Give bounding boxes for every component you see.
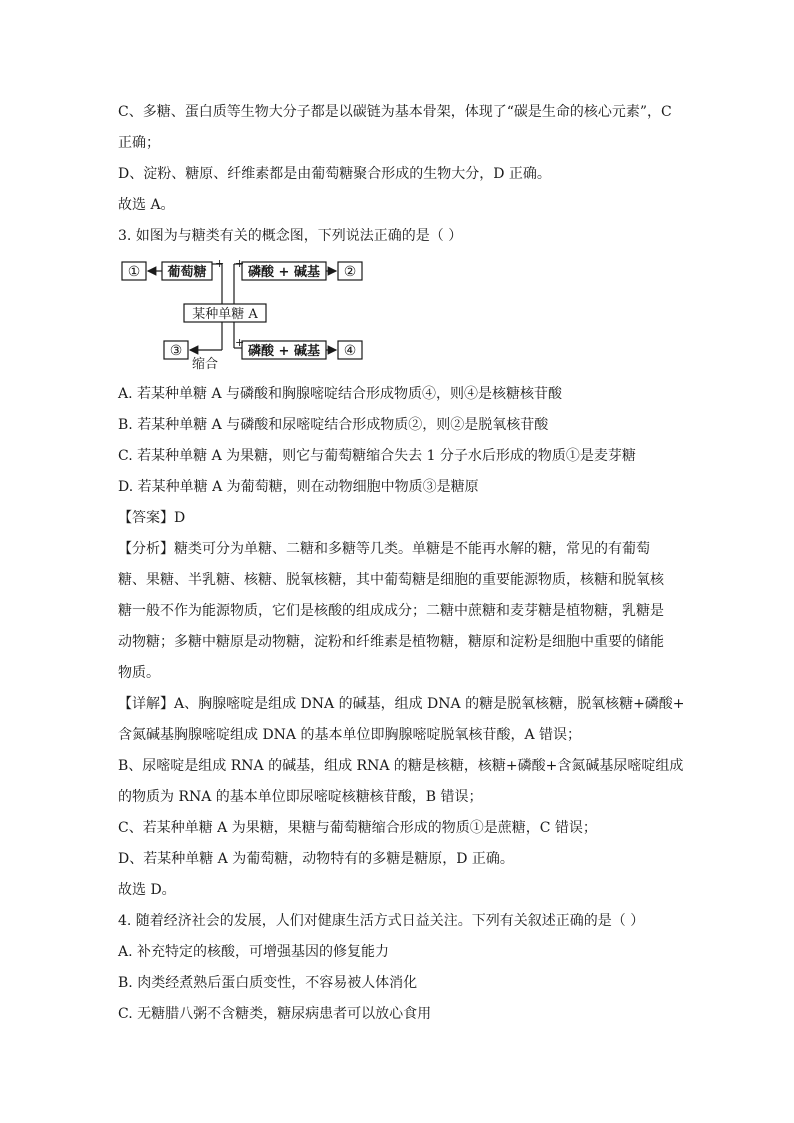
analysis-line: 糖一般不作为能源物质，它们是核酸的组成成分；二糖中蔗糖和麦芽糖是植物糖，乳糖是 — [118, 603, 664, 619]
detail-line: 【详解】A、胸腺嘧啶是组成 DNA 的碱基，组成 DNA 的糖是脱氧核糖，脱氧核糖+磷酸+ — [118, 696, 685, 712]
analysis-line: 动物糖；多糖中糖原是动物糖，淀粉和纤维素是植物糖，糖原和淀粉是细胞中重要的储能 — [118, 634, 664, 650]
plus-sign: + — [235, 257, 245, 270]
text-line: C、多糖、蛋白质等生物大分子都是以碳链为基本骨架，体现了“碳是生命的核心元素”，C — [118, 104, 672, 120]
option-d: D. 若某种单糖 A 为葡萄糖，则在动物细胞中物质③是糖原 — [118, 479, 479, 495]
phosphate-base-bottom-label: 磷酸 + 碱基 — [248, 344, 320, 359]
condense-label: 缩合 — [192, 357, 219, 372]
answer-line: 【答案】D — [118, 510, 186, 526]
monosaccharide-label: 某种单糖 A — [192, 307, 258, 322]
option-b: B. 若某种单糖 A 与磷酸和尿嘧啶结合形成物质②，则②是脱氧核苷酸 — [118, 417, 549, 433]
sugar-concept-diagram — [118, 256, 378, 372]
question-4-stem: 4. 随着经济社会的发展，人们对健康生活方式日益关注。下列有关叙述正确的是（ ） — [118, 913, 645, 929]
option-a: A. 补充特定的核酸，可增强基因的修复能力 — [118, 944, 390, 960]
box-4-label: ④ — [343, 343, 357, 359]
detail-line: C、若某种单糖 A 为果糖，果糖与葡萄糖缩合形成的物质①是蔗糖，C 错误； — [118, 820, 597, 836]
detail-line: D、若某种单糖 A 为葡萄糖，动物特有的多糖是糖原，D 正确。 — [118, 851, 514, 867]
glucose-label: 葡萄糖 — [167, 265, 207, 280]
text-line: 故选 A。 — [118, 197, 175, 213]
box-3-label: ③ — [169, 343, 183, 359]
text-line: D、淀粉、糖原、纤维素都是由葡萄糖聚合形成的生物大分，D 正确。 — [118, 166, 551, 182]
option-b: B. 肉类经煮熟后蛋白质变性，不容易被人体消化 — [118, 975, 418, 991]
detail-line: 含氮碱基胸腺嘧啶组成 DNA 的基本单位即胸腺嘧啶脱氧核苷酸，A 错误； — [118, 727, 582, 743]
plus-sign: + — [215, 257, 225, 270]
analysis-line: 糖、果糖、半乳糖、核糖、脱氧核糖，其中葡萄糖是细胞的重要能源物质，核糖和脱氧核 — [118, 572, 664, 588]
box-2-label: ② — [343, 264, 357, 280]
analysis-line: 【分析】糖类可分为单糖、二糖和多糖等几类。单糖是不能再水解的糖，常见的有葡萄 — [118, 541, 650, 557]
option-c: C. 无糖腊八粥不含糖类，糖尿病患者可以放心食用 — [118, 1006, 432, 1022]
phosphate-base-top-label: 磷酸 + 碱基 — [248, 265, 320, 280]
option-c: C. 若某种单糖 A 为果糖，则它与葡萄糖缩合失去 1 分子水后形成的物质①是麦芽糖 — [118, 448, 636, 464]
detail-line: 的物质为 RNA 的基本单位即尿嘧啶核糖核苷酸，B 错误； — [118, 789, 483, 805]
question-3-stem: 3. 如图为与糖类有关的概念图，下列说法正确的是（ ） — [118, 228, 463, 244]
plus-sign: + — [235, 336, 245, 349]
option-a: A. 若某种单糖 A 与磷酸和胸腺嘧啶结合形成物质④，则④是核糖核苷酸 — [118, 386, 563, 402]
detail-line: B、尿嘧啶是组成 RNA 的碱基，组成 RNA 的糖是核糖，核糖+磷酸+含氮碱基尿嘧啶组成 — [118, 758, 684, 774]
box-1-label: ① — [127, 264, 141, 280]
detail-line: 故选 D。 — [118, 882, 176, 898]
text-line: 正确； — [118, 135, 160, 151]
analysis-line: 物质。 — [118, 665, 160, 681]
